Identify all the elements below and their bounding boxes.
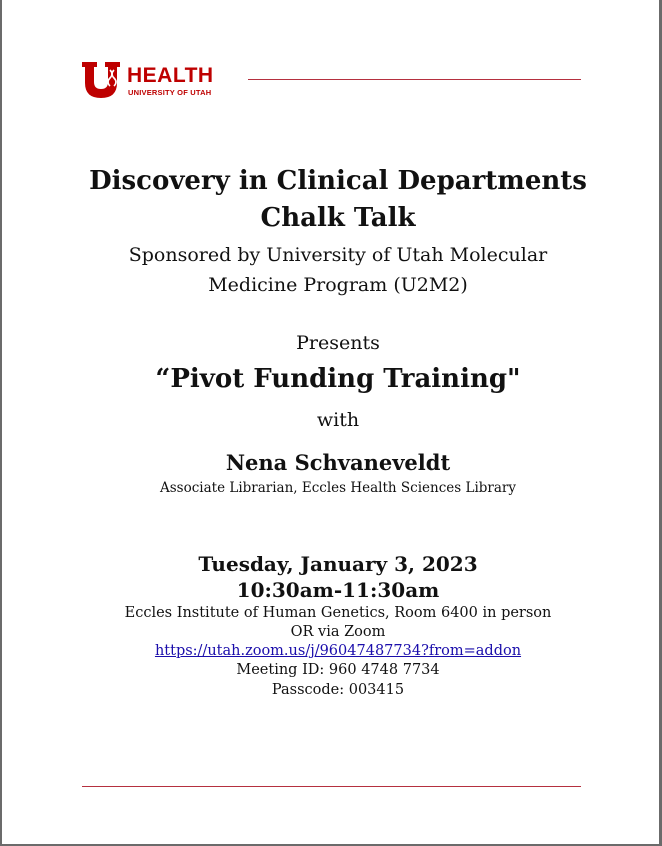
speaker-name: Nena Schvaneveldt [225, 450, 451, 475]
with-label: with [316, 409, 360, 431]
block-u-icon [81, 60, 123, 98]
event-location: Eccles Institute of Human Genetics, Room 6400 in person [124, 605, 552, 621]
logo-wordmark: HEALTH [127, 64, 214, 87]
talk-title: “Pivot Funding Training" [155, 364, 521, 394]
header-divider [248, 79, 581, 80]
event-date: Tuesday, January 3, 2023 [198, 552, 478, 576]
u-health-logo [81, 60, 221, 100]
sponsor-line-1: Sponsored by University of Utah Molecular [128, 244, 548, 266]
series-title-line-2: Chalk Talk [260, 203, 416, 233]
sponsor-line-2: Medicine Program (U2M2) [208, 274, 468, 296]
series-title-line-1: Discovery in Clinical Departments [89, 166, 587, 196]
speaker-title: Associate Librarian, Eccles Health Sciences Library [159, 480, 517, 496]
logo-subtitle: UNIVERSITY OF UTAH [128, 88, 212, 97]
zoom-link[interactable]: https://utah.zoom.us/j/96047487734?from=addon [154, 643, 522, 659]
meeting-id: Meeting ID: 960 4748 7734 [236, 662, 440, 678]
event-time: 10:30am-11:30am [236, 578, 440, 602]
footer-divider [82, 786, 581, 787]
presents-label: Presents [296, 332, 380, 354]
zoom-link-line [2, 644, 662, 659]
passcode: Passcode: 003415 [271, 682, 405, 698]
zoom-alternative: OR via Zoom [290, 624, 386, 640]
